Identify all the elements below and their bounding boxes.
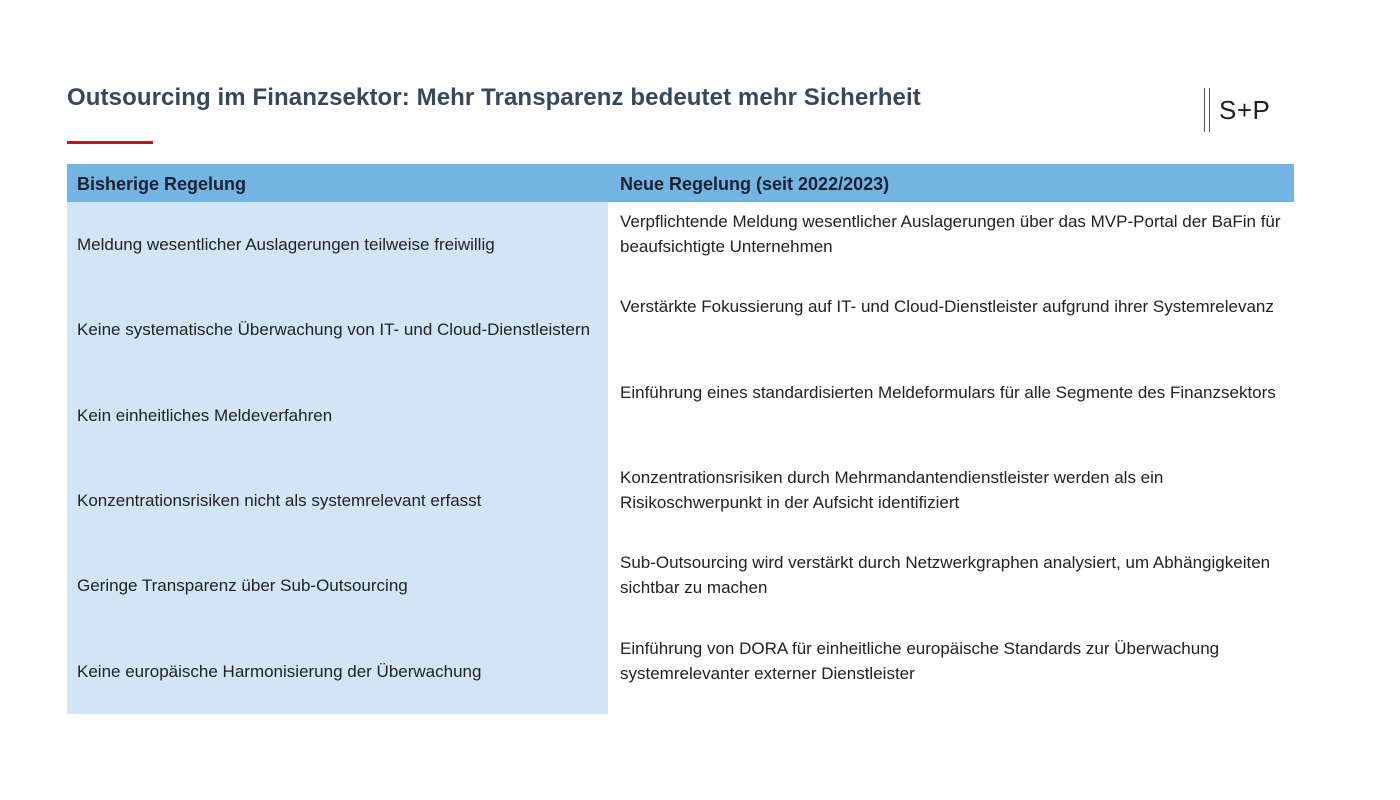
cell-old-regulation: Konzentrationsrisiken nicht als systemrelevant erfasst xyxy=(77,491,482,511)
cell-new-regulation: Einführung eines standardisierten Meldeformulars für alle Segmente des Finanzsektors xyxy=(620,382,1276,402)
slide-title: Outsourcing im Finanzsektor: Mehr Transparenz bedeutet mehr Sicherheit xyxy=(67,84,921,111)
cell-old-regulation: Keine systematische Überwachung von IT- und Cloud-Dienstleistern xyxy=(77,320,591,340)
table-row xyxy=(67,458,1294,543)
cell-new-regulation: Einführung von DORA für einheitliche europäische Standards zur Überwachung systemrelevanter externer Dienstleister xyxy=(620,638,1220,683)
table-row xyxy=(67,287,1294,372)
cell-old-regulation: Meldung wesentlicher Auslagerungen teilweise freiwillig xyxy=(77,235,495,255)
cell-new-regulation: Konzentrationsrisiken durch Mehrmandantendienstleister werden als ein Risikoschwerpunkt in der Aufsicht identifiziert xyxy=(620,467,1164,512)
table-header xyxy=(67,164,1294,202)
table-row xyxy=(67,629,1294,714)
cell-new-regulation: Verpflichtende Meldung wesentlicher Auslagerungen über das MVP-Portal der BaFin für beaufsichtigte Unternehmen xyxy=(620,212,1281,256)
cell-new-regulation: Sub-Outsourcing wird verstärkt durch Netzwerkgraphen analysiert, um Abhängigkeiten sichtbar zu machen xyxy=(620,553,1271,598)
logo-bars-icon xyxy=(1203,88,1213,132)
table-row xyxy=(67,543,1294,628)
header-new-regulation: Neue Regelung (seit 2022/2023) xyxy=(620,174,890,194)
table-body xyxy=(67,202,1294,714)
cell-old-regulation: Geringe Transparenz über Sub-Outsourcing xyxy=(77,576,408,596)
cell-new-regulation: Verstärkte Fokussierung auf IT- und Cloud-Dienstleister aufgrund ihrer Systemrelevanz xyxy=(620,297,1274,317)
cell-old-regulation: Keine europäische Harmonisierung der Überwachung xyxy=(77,661,482,681)
comparison-table xyxy=(67,164,1294,714)
table-row xyxy=(67,373,1294,458)
header-old-regulation: Bisherige Regelung xyxy=(77,174,247,194)
cell-old-regulation: Kein einheitliches Meldeverfahren xyxy=(77,405,333,425)
company-logo xyxy=(1203,88,1270,132)
title-accent-line xyxy=(67,141,153,144)
logo-text: S+P xyxy=(1219,95,1271,125)
table-row xyxy=(67,202,1294,287)
